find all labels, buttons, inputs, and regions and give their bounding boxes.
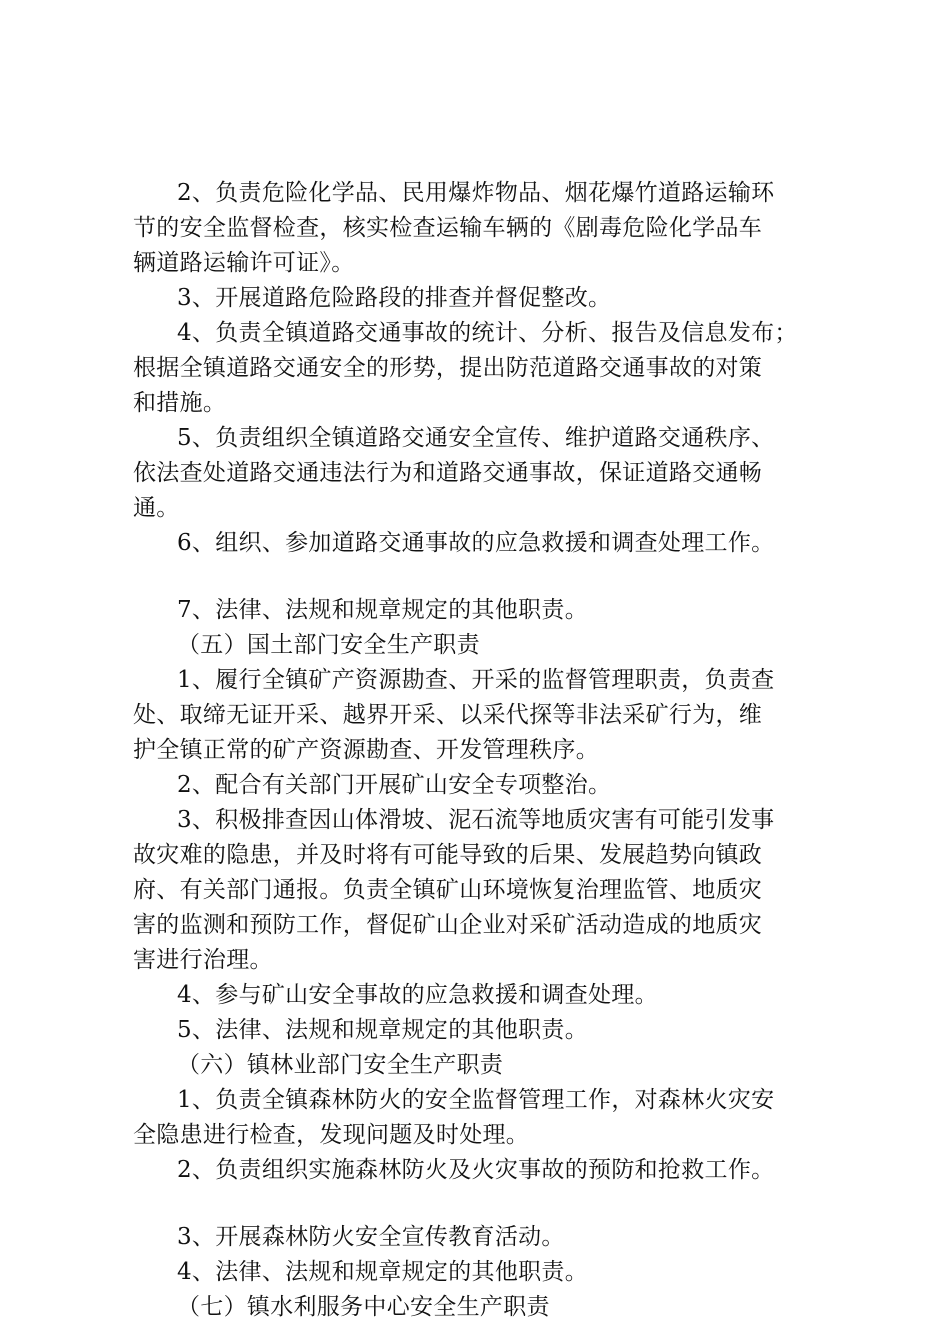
paragraph-line: 2、配合有关部门开展矿山安全专项整治。: [177, 772, 612, 798]
paragraph-line: 1、负责全镇森林防火的安全监督管理工作，对森林火灾安: [177, 1087, 775, 1113]
paragraph-line: 3、开展森林防火安全宣传教育活动。: [177, 1224, 565, 1250]
paragraph-line: 6、组织、参加道路交通事故的应急救援和调查处理工作。: [177, 530, 775, 556]
paragraph-line: 5、负责组织全镇道路交通安全宣传、维护道路交通秩序、: [177, 425, 775, 451]
paragraph-line: 2、负责危险化学品、民用爆炸物品、烟花爆竹道路运输环: [177, 180, 775, 206]
paragraph-line: 7、法律、法规和规章规定的其他职责。: [177, 597, 589, 623]
section-heading: （六）镇林业部门安全生产职责: [177, 1052, 504, 1078]
paragraph-line: 4、法律、法规和规章规定的其他职责。: [177, 1259, 589, 1285]
paragraph-line: 3、积极排查因山体滑坡、泥石流等地质灾害有可能引发事: [177, 807, 775, 833]
paragraph-line: 根据全镇道路交通安全的形势，提出防范道路交通事故的对策: [133, 355, 763, 381]
paragraph-line: 5、法律、法规和规章规定的其他职责。: [177, 1017, 589, 1043]
paragraph-line: 府、有关部门通报。负责全镇矿山环境恢复治理监管、地质灾: [133, 877, 763, 903]
paragraph-line: 护全镇正常的矿产资源勘查、开发管理秩序。: [133, 737, 599, 763]
paragraph-line: 3、开展道路危险路段的排查并督促整改。: [177, 285, 612, 311]
paragraph-line: 害的监测和预防工作，督促矿山企业对采矿活动造成的地质灾: [133, 912, 763, 938]
paragraph-line: 辆道路运输许可证》。: [133, 250, 355, 276]
section-heading: （七）镇水利服务中心安全生产职责: [177, 1294, 550, 1320]
paragraph-line: 4、参与矿山安全事故的应急救援和调查处理。: [177, 982, 658, 1008]
paragraph-line: 故灾难的隐患，并及时将有可能导致的后果、发展趋势向镇政: [133, 842, 763, 868]
paragraph-line: 2、负责组织实施森林防火及火灾事故的预防和抢救工作。: [177, 1157, 775, 1183]
paragraph-line: 节的安全监督检查，核实检查运输车辆的《剧毒危险化学品车: [133, 215, 763, 241]
paragraph-line: 依法查处道路交通违法行为和道路交通事故，保证道路交通畅: [133, 460, 763, 486]
paragraph-line: 处、取缔无证开采、越界开采、以采代探等非法采矿行为，维: [133, 702, 763, 728]
paragraph-line: 全隐患进行检查，发现问题及时处理。: [133, 1122, 530, 1148]
section-heading: （五）国土部门安全生产职责: [177, 632, 480, 658]
paragraph-line: 4、负责全镇道路交通事故的统计、分析、报告及信息发布；: [177, 320, 798, 346]
paragraph-line: 和措施。: [133, 390, 227, 416]
paragraph-line: 1、履行全镇矿产资源勘查、开采的监督管理职责，负责查: [177, 667, 775, 693]
paragraph-line: 通。: [133, 495, 180, 521]
paragraph-line: 害进行治理。: [133, 947, 273, 973]
